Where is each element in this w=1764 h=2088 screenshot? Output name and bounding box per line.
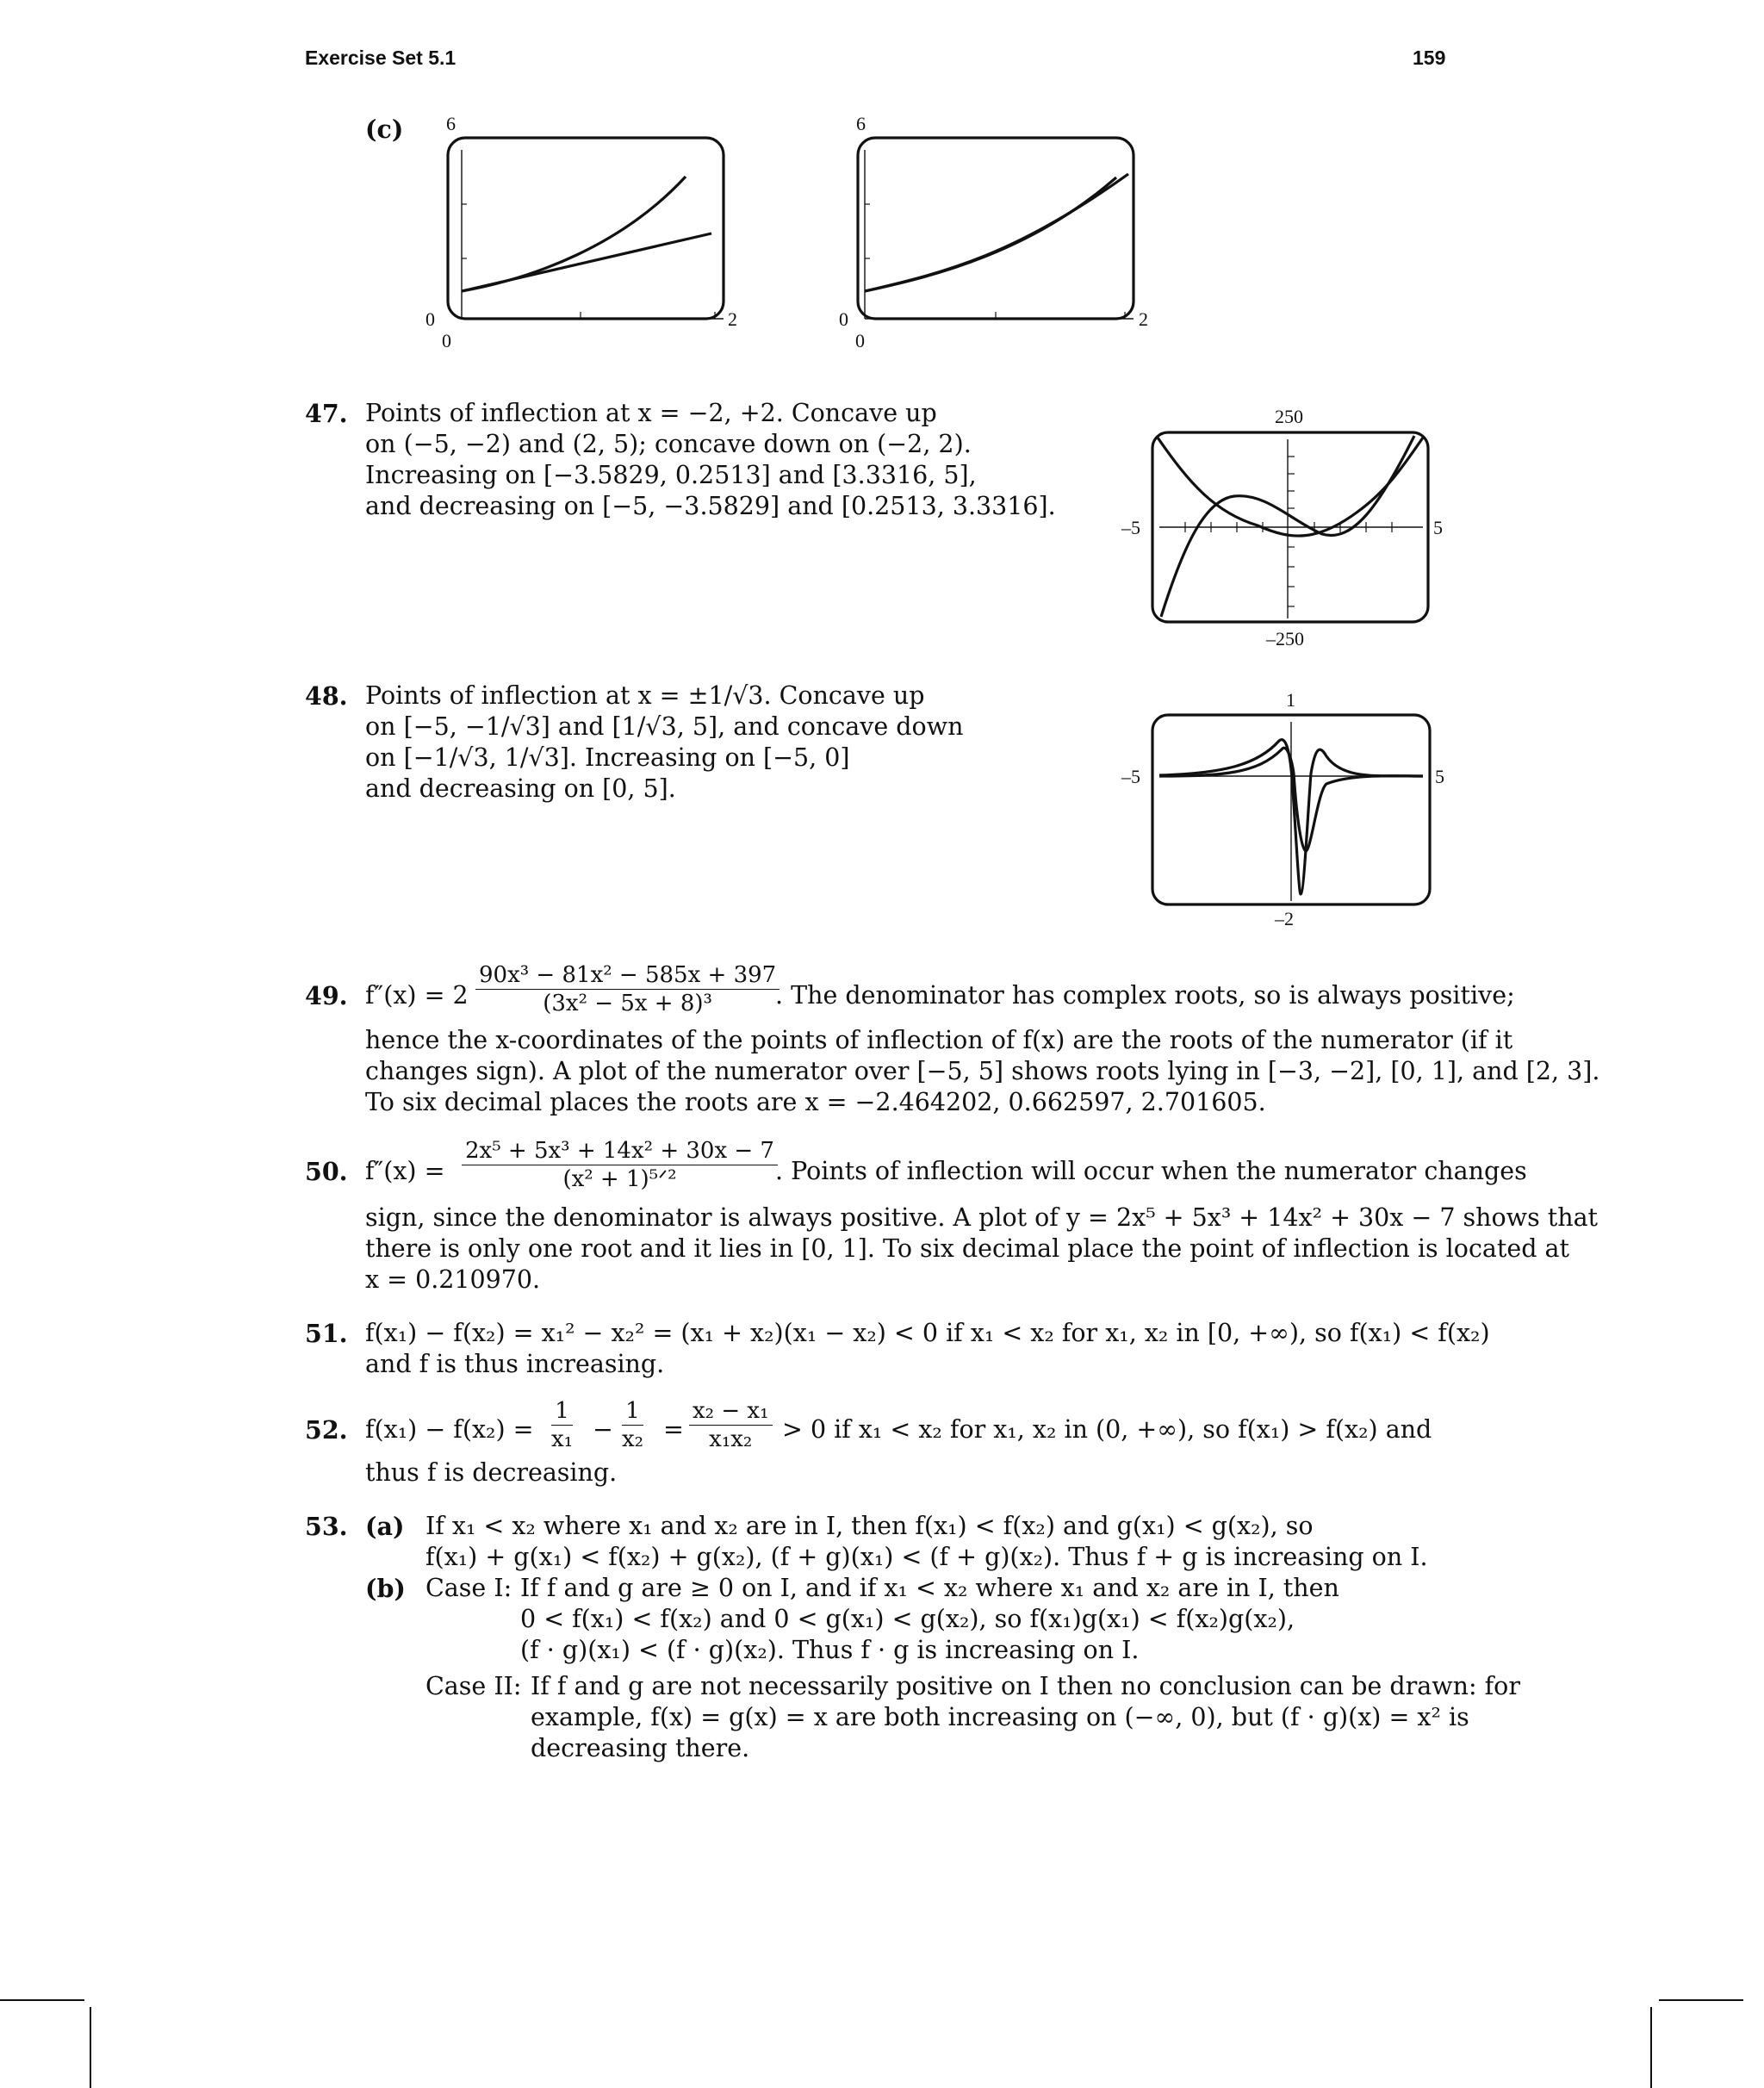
ex48-line-4: and decreasing on [0, 5]. [365,774,676,803]
ex50-numerator: 2x⁵ + 5x³ + 14x² + 30x − 7 [462,1137,778,1165]
graph-frame [448,138,724,319]
ex52-lhs: f(x₁) − f(x₂) = [365,1415,534,1444]
ex48-line-2: on [−5, −1/√3] and [1/√3, 5], and concave down [365,712,964,741]
ex49-line-1: hence the x-coordinates of the points of inflection of f(x) are the roots of the numerator (if it [365,1026,1513,1054]
ex47-line-1: Points of inflection at x = −2, +2. Concave up [365,399,937,427]
ex52-frac2-den: x₂ [622,1426,644,1452]
crop-mark [90,2007,91,2088]
xright-label: 2 [728,308,737,330]
ex52-frac1-num: 1 [551,1397,573,1426]
graph-c-right [827,112,1171,362]
exercise-number: 48. [305,681,348,711]
xright-label: 2 [1139,308,1148,330]
exercise-number: 50. [305,1157,348,1186]
ex50-line-2: there is only one root and it lies in [0, 1]. To six decimal place the point of inflection is located at [365,1234,1569,1263]
ex50-denominator: (x² + 1)⁵ᐟ² [562,1166,677,1192]
ex52-fraction-2 [622,1397,643,1453]
part-a-label: (a) [365,1512,405,1541]
crop-mark [1650,2007,1652,2088]
exercise-number: 51. [305,1319,348,1348]
curve-approximation [865,174,1128,291]
case1-label: Case I: [425,1574,512,1602]
section-title: Exercise Set 5.1 [305,47,457,69]
ex52-fraction-3 [689,1397,773,1453]
exercise-number: 47. [305,399,348,428]
exercise-number: 53. [305,1512,348,1541]
ex53-case1-line-3: (f · g)(x₁) < (f · g)(x₂). Thus f · g is increasing on I. [520,1636,1140,1664]
part-b-label: (b) [365,1574,406,1603]
ytop-label: 6 [446,113,456,134]
ex53-case1-line-2: 0 < f(x₁) < f(x₂) and 0 < g(x₁) < g(x₂), so f(x₁)g(x₁) < f(x₂)g(x₂), [520,1605,1295,1633]
case2-label: Case II: [425,1672,522,1700]
xright-label: 5 [1435,766,1444,787]
ex48-line-1: Points of inflection at x = ±1/√3. Concave up [365,681,925,710]
ytop-label: 250 [1275,406,1303,427]
xright-label: 5 [1433,517,1443,538]
ytop-label: 6 [856,113,866,134]
ybottom-label: 0 [855,330,865,351]
ex47-line-2: on (−5, −2) and (2, 5); concave down on (−2, 2). [365,430,972,458]
ex53-case2-line-3: decreasing there. [531,1734,750,1762]
ex49-lhs: f″(x) = 2 [365,981,469,1010]
curve-exponential [865,177,1116,291]
ex52-fraction-1 [551,1397,573,1453]
axes [865,150,1134,319]
ybottom-label: 0 [442,330,451,351]
ex52-frac3-den: x₁x₂ [709,1426,753,1452]
ex49-fraction [475,961,780,1017]
ex53-a-line-2: f(x₁) + g(x₁) < f(x₂) + g(x₂), (f + g)(x₁) < (f + g)(x₂). Thus f + g is increasing on I. [425,1543,1428,1571]
ex53-a-line-1: If x₁ < x₂ where x₁ and x₂ are in I, then f(x₁) < f(x₂) and g(x₁) < g(x₂), so [425,1512,1314,1540]
ex49-line-3: To six decimal places the roots are x = −2.464202, 0.662597, 2.701605. [365,1088,1266,1116]
ex47-line-4: and decreasing on [−5, −3.5829] and [0.2513, 3.3316]. [365,492,1056,520]
ex51-line-1: f(x₁) − f(x₂) = x₁² − x₂² = (x₁ + x₂)(x₁ − x₂) < 0 if x₁ < x₂ for x₁, x₂ in [0, +∞), so f(x₁) < f(x₂) [365,1319,1490,1347]
crop-mark [1659,1999,1743,2001]
ex49-after: . The denominator has complex roots, so is always positive; [775,981,1515,1010]
graph-ex47 [1120,405,1464,655]
page-number: 159 [1413,47,1446,69]
ex50-line-1: sign, since the denominator is always positive. A plot of y = 2x⁵ + 5x³ + 14x² + 30x − 7 shows that [365,1203,1599,1232]
xleft-label: 0 [425,308,435,330]
ex52-after: > 0 if x₁ < x₂ for x₁, x₂ in (0, +∞), so f(x₁) > f(x₂) and [782,1415,1432,1444]
graph-ex48 [1120,687,1464,937]
xleft-label: –5 [1121,517,1140,538]
ex48-line-3: on [−1/√3, 1/√3]. Increasing on [−5, 0] [365,743,850,772]
ybottom-label: –2 [1275,908,1294,929]
curve-fprime [1158,438,1423,536]
ytop-label: 1 [1286,689,1295,711]
ex49-line-2: changes sign). A plot of the numerator over [−5, 5] shows roots lying in [−3, −2], [0, 1], and [2, 3]. [365,1057,1600,1085]
ex50-line-3: x = 0.210970. [365,1265,541,1294]
crop-mark [0,1999,84,2001]
exercise-number: 52. [305,1415,348,1445]
xleft-label: 0 [839,308,848,330]
ex52-frac2-num: 1 [622,1397,643,1426]
ex53-case1-line-1: If f and g are ≥ 0 on I, and if x₁ < x₂ where x₁ and x₂ are in I, then [520,1574,1339,1602]
xleft-label: –5 [1121,766,1140,787]
axes [462,150,724,319]
ex47-line-3: Increasing on [−3.5829, 0.2513] and [3.3316, 5], [365,461,977,489]
ex52-frac1-den: x₁ [551,1426,574,1452]
ex49-denominator: (3x² − 5x + 8)³ [543,991,712,1016]
curve-exponential [462,177,686,291]
graph-frame [858,138,1134,319]
graph-c-left [413,112,758,362]
ex52-line-2: thus f is decreasing. [365,1458,618,1487]
ex49-numerator: 90x³ − 81x² − 585x + 397 [475,961,780,990]
ex53-case2-line-1: If f and g are not necessarily positive on I then no conclusion can be drawn: for [531,1672,1520,1700]
ex52-minus: − [593,1415,613,1444]
curve-linear [462,233,711,291]
ex50-after: . Points of inflection will occur when the numerator changes [775,1157,1527,1185]
exercise-number: 49. [305,981,348,1010]
ex53-case2-line-2: example, f(x) = g(x) = x are both increasing on (−∞, 0), but (f · g)(x) = x² is [531,1703,1469,1731]
ybottom-label: –250 [1266,628,1304,649]
ex50-fraction [462,1137,778,1193]
ex52-frac3-num: x₂ − x₁ [689,1397,773,1426]
ex51-line-2: and f is thus increasing. [365,1350,665,1378]
ex52-eq: = [663,1415,684,1444]
ex50-lhs: f″(x) = [365,1157,445,1185]
part-label: (c) [365,115,404,144]
